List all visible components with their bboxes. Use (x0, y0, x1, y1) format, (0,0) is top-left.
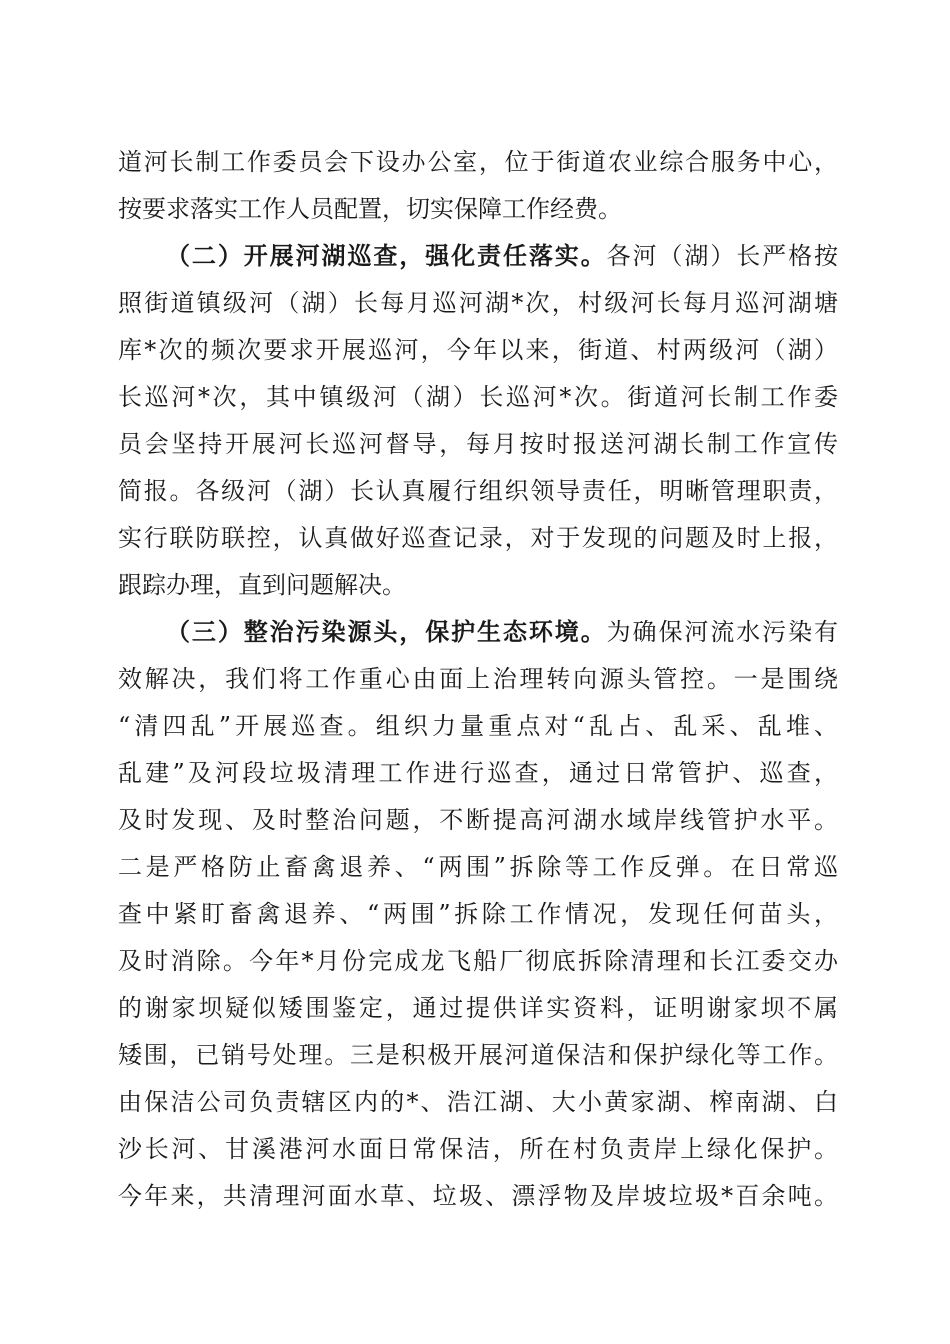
paragraph-line: 库*次的频次要求开展巡河，今年以来，街道、村两级河（湖） (118, 336, 838, 364)
paragraph-line: 员会坚持开展河长巡河督导，每月按时报送河湖长制工作宣传 (118, 430, 838, 458)
paragraph-line: 今年来，共清理河面水草、垃圾、漂浮物及岸坡垃圾*百余吨。 (118, 1182, 838, 1210)
paragraph-line: 沙长河、甘溪港河水面日常保洁，所在村负责岸上绿化保护。 (118, 1135, 838, 1163)
paragraph-line: 简报。各级河（湖）长认真履行组织领导责任，明晰管理职责， (118, 477, 838, 505)
paragraph-line: 及时发现、及时整治问题，不断提高河湖水域岸线管护水平。 (118, 806, 838, 834)
section-heading-line (166, 612, 838, 652)
paragraph-line: 由保洁公司负责辖区内的*、浩江湖、大小黄家湖、榨南湖、白 (118, 1088, 838, 1116)
paragraph-line: 长巡河*次，其中镇级河（湖）长巡河*次。街道河长制工作委 (118, 383, 838, 411)
paragraph-line: 矮围，已销号处理。三是积极开展河道保洁和保护绿化等工作。 (118, 1041, 838, 1069)
paragraph-line: 道河长制工作委员会下设办公室，位于街道农业综合服务中心， (118, 148, 838, 176)
paragraph-line: 按要求落实工作人员配置，切实保障工作经费。 (118, 195, 622, 223)
paragraph-line: 照街道镇级河（湖）长每月巡河湖*次，村级河长每月巡河湖塘 (118, 289, 838, 317)
paragraph-line: 跟踪办理，直到问题解决。 (118, 571, 406, 599)
paragraph-text: 为确保河流水污染有 (606, 618, 838, 646)
paragraph-line: 乱建”及河段垃圾清理工作进行巡查，通过日常管护、巡查， (118, 759, 838, 787)
paragraph-line: 实行联防联控，认真做好巡查记录，对于发现的问题及时上报， (118, 524, 838, 552)
paragraph-text: 各河（湖）长严格按 (606, 242, 838, 270)
paragraph-line: 及时消除。今年*月份完成龙飞船厂彻底拆除清理和长江委交办 (118, 947, 838, 975)
section-heading: （三）整治污染源头，保护生态环境。 (166, 617, 607, 646)
section-heading: （二）开展河湖巡查，强化责任落实。 (166, 241, 607, 270)
paragraph-line: 的谢家坝疑似矮围鉴定，通过提供详实资料，证明谢家坝不属 (118, 994, 838, 1022)
paragraph-line: 效解决，我们将工作重心由面上治理转向源头管控。一是围绕 (118, 665, 838, 693)
section-heading-line (166, 236, 838, 276)
paragraph-line: “清四乱”开展巡查。组织力量重点对“乱占、乱采、乱堆、 (118, 712, 838, 740)
paragraph-line: 查中紧盯畜禽退养、“两围”拆除工作情况，发现任何苗头， (118, 900, 838, 928)
paragraph-line: 二是严格防止畜禽退养、“两围”拆除等工作反弹。在日常巡 (118, 853, 838, 881)
